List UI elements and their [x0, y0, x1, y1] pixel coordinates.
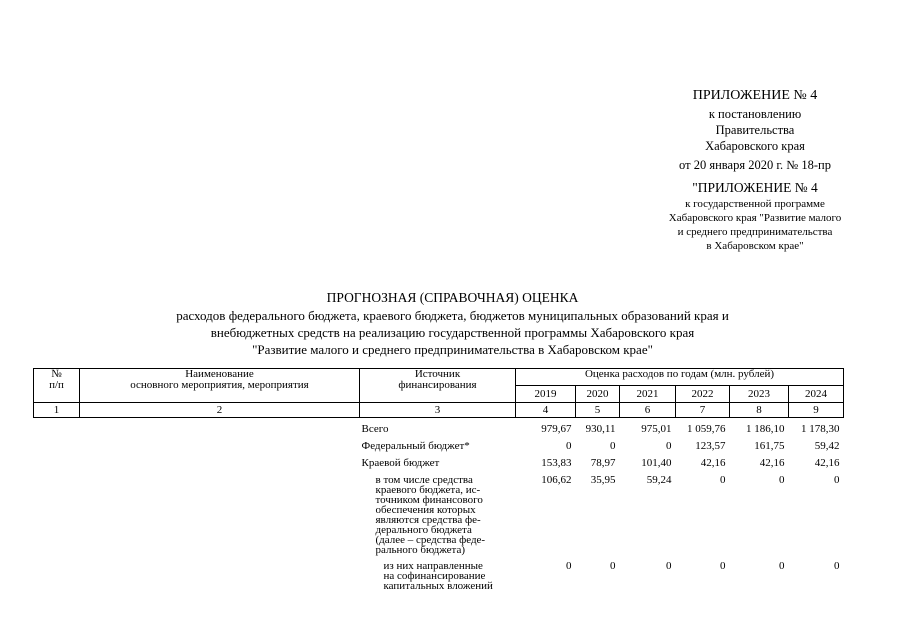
col-number: 2: [80, 403, 360, 418]
value-cell: 0: [779, 474, 785, 486]
value-cell: 0: [610, 440, 616, 452]
appendix-to-line: Правительства: [715, 123, 795, 137]
col-number: 8: [730, 403, 789, 418]
value-cell: 1 186,10: [746, 423, 785, 435]
header-source: Источник финансирования: [360, 369, 516, 403]
source-label: в том числе средства краевого бюджета, ис- точником финансового обеспечения которых являются средства фе- дерального бюджета (далее – средства феде- рального бюджета): [375, 474, 486, 556]
source-label: Федеральный бюджет*: [361, 440, 470, 452]
value-cell: 0: [666, 440, 672, 452]
value-cell: 123,57: [695, 440, 726, 452]
year-cell: 2022: [676, 386, 730, 403]
program-appendix-line: Хабаровского края "Развитие малого: [668, 212, 842, 224]
col-number: 3: [360, 403, 516, 418]
document-title: ПРОГНОЗНАЯ (СПРАВОЧНАЯ) ОЦЕНКА: [326, 290, 579, 305]
value-cell: 1 059,76: [687, 423, 726, 435]
col-number: 7: [676, 403, 730, 418]
value-cell: 101,40: [641, 457, 672, 469]
table-row: [34, 424, 844, 441]
value-cell: 78,97: [590, 457, 616, 469]
source-label: Всего: [361, 423, 389, 435]
value-cell: 0: [720, 474, 726, 486]
col-number: 4: [516, 403, 576, 418]
year-cell: 2019: [516, 386, 576, 403]
value-cell: 59,24: [646, 474, 672, 486]
value-cell: 106,62: [541, 474, 572, 486]
document-subtitle-line: расходов федерального бюджета, краевого бюджета, бюджетов муниципальных образований края и: [176, 308, 729, 323]
table-row: [34, 475, 844, 561]
value-cell: 161,75: [754, 440, 785, 452]
appendix-to-line: Хабаровского края: [705, 139, 805, 153]
value-cell: 975,01: [641, 423, 672, 435]
value-cell: 0: [566, 560, 572, 572]
col-number: 6: [620, 403, 676, 418]
expense-table: [33, 368, 844, 597]
appendix-date: от 20 января 2020 г. № 18-пр: [679, 158, 831, 172]
program-appendix-title: "ПРИЛОЖЕНИЕ № 4: [692, 180, 818, 195]
table-row: [34, 561, 844, 597]
value-cell: 153,83: [541, 457, 572, 469]
program-appendix-line: в Хабаровском крае": [706, 240, 804, 252]
appendix-to-line: к постановлению: [708, 107, 802, 121]
value-cell: 0: [834, 560, 840, 572]
table-row: [34, 441, 844, 458]
appendix-title: ПРИЛОЖЕНИЕ № 4: [692, 88, 818, 103]
value-cell: 42,16: [814, 457, 840, 469]
program-appendix-line: и среднего предпринимательства: [677, 226, 833, 238]
year-cell: 2021: [620, 386, 676, 403]
value-cell: 0: [666, 560, 672, 572]
value-cell: 1 178,30: [801, 423, 840, 435]
col-number: 1: [34, 403, 80, 418]
header-num: № п/п: [34, 369, 80, 403]
year-cell: 2020: [576, 386, 620, 403]
source-label: Краевой бюджет: [361, 457, 440, 469]
document-subtitle-line: внебюджетных средств на реализацию государственной программы Хабаровского края: [210, 325, 695, 340]
header-name: Наименование основного мероприятия, мероприятия: [80, 369, 360, 403]
year-cell: 2023: [730, 386, 789, 403]
value-cell: 0: [566, 440, 572, 452]
table-row: [34, 458, 844, 475]
value-cell: 979,67: [541, 423, 572, 435]
header-estimate: Оценка расходов по годам (млн. рублей): [516, 369, 844, 386]
value-cell: 0: [610, 560, 616, 572]
value-cell: 930,11: [585, 423, 616, 435]
column-number-row: [34, 403, 844, 418]
program-appendix-line: к государственной программе: [685, 198, 825, 210]
value-cell: 0: [720, 560, 726, 572]
header-row: [34, 369, 844, 386]
appendix-block: [640, 88, 870, 251]
col-number: 5: [576, 403, 620, 418]
value-cell: 42,16: [700, 457, 726, 469]
value-cell: 59,42: [814, 440, 840, 452]
year-cell: 2024: [789, 386, 844, 403]
value-cell: 0: [779, 560, 785, 572]
document-subtitle-line: "Развитие малого и среднего предпринимательства в Хабаровском крае": [252, 342, 653, 357]
col-number: 9: [789, 403, 844, 418]
value-cell: 42,16: [759, 457, 785, 469]
value-cell: 0: [834, 474, 840, 486]
document-heading: [90, 290, 815, 356]
value-cell: 35,95: [590, 474, 616, 486]
source-label: из них направленные на софинансирование капитальных вложений: [383, 560, 493, 592]
